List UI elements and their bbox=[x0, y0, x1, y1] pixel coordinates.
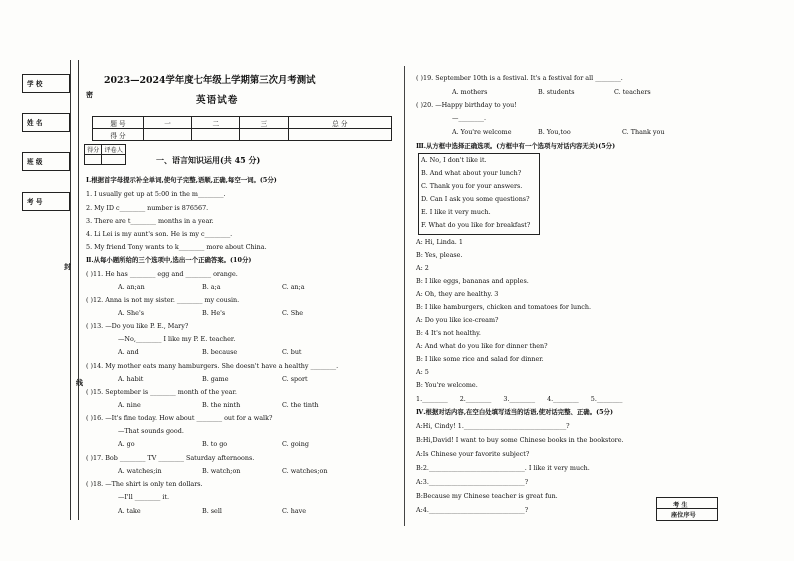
mc-option-c: C. the tinth bbox=[282, 401, 319, 409]
mc-question-16-line-2: —That sounds good. bbox=[118, 427, 184, 435]
score-table bbox=[92, 116, 392, 141]
mc-question-13-line-2: —No,________ I like my P. E. teacher. bbox=[118, 335, 236, 343]
mc-option-b: B. He's bbox=[202, 309, 226, 317]
mc-option-c: C. teachers bbox=[614, 88, 651, 96]
dialog-line: B: I like eggs, bananas and apples. bbox=[416, 277, 529, 285]
mc-option-b: B. You,too bbox=[538, 128, 571, 136]
score-table-cell: 得 分 bbox=[93, 129, 144, 141]
dialog-line: B: Yes, please. bbox=[416, 251, 463, 259]
mc-option-b: B. watch;on bbox=[202, 467, 241, 475]
mc-option-b: B. to go bbox=[202, 440, 228, 448]
school-field bbox=[22, 74, 70, 93]
part-1-item: 1. I usually get up at 5:00 in the m________. bbox=[86, 190, 226, 198]
seal-mark-mi: 密 bbox=[86, 90, 93, 99]
score-table-cell bbox=[240, 129, 288, 141]
part-1-item: 4. Li Lei is my aunt's son. He is my c________. bbox=[86, 230, 233, 238]
dialog-line: B: You're welcome. bbox=[416, 381, 478, 389]
dialog-line: A: 2 bbox=[416, 264, 429, 272]
mc-question-18: ( )18. —The shirt is only ten dollars. bbox=[86, 480, 203, 488]
dialog-line: B:Because my Chinese teacher is great fun. bbox=[416, 492, 558, 500]
score-table-header: 总 分 bbox=[288, 117, 391, 129]
score-table-header: 一 bbox=[144, 117, 192, 129]
mc-question-12: ( )12. Anna is not my sister. ________ my cousin. bbox=[86, 296, 240, 304]
dialog-line: A:4.______________________________? bbox=[416, 506, 529, 514]
dialog-line: A:Is Chinese your favorite subject? bbox=[416, 450, 530, 458]
seat-box-line-1: 考 生 bbox=[673, 502, 688, 509]
dialog-line: B: I like some rice and salad for dinner. bbox=[416, 355, 544, 363]
class-label: 班 级 bbox=[27, 158, 43, 166]
name-label: 姓 名 bbox=[27, 119, 43, 127]
seal-mark-feng: 封 bbox=[64, 262, 71, 271]
mc-option-b: B. students bbox=[538, 88, 575, 96]
grader-score-cell bbox=[85, 155, 102, 165]
mc-option-a: A. and bbox=[118, 348, 139, 356]
exam-title: 2023—2024学年度七年级上学期第三次月考测试 bbox=[104, 75, 316, 86]
dialog-line: B:Hi,David! I want to buy some Chinese books in the bookstore. bbox=[416, 436, 624, 444]
mc-option-c: C. have bbox=[282, 507, 307, 515]
score-table-cell bbox=[192, 129, 240, 141]
grader-table bbox=[84, 144, 126, 165]
mc-option-a: A. take bbox=[118, 507, 141, 515]
mc-option-c: C. She bbox=[282, 309, 304, 317]
score-table-cell bbox=[288, 129, 391, 141]
dialog-line: A: Hi, Linda. 1 bbox=[416, 238, 463, 246]
dialog-line: A: Oh, they are healthy. 3 bbox=[416, 290, 499, 298]
answer-blanks: 1.________ 2.________ 3.________ 4.________ 5.________ bbox=[416, 395, 623, 403]
mc-option-a: A. go bbox=[118, 440, 135, 448]
mc-option-b: B. the ninth bbox=[202, 401, 241, 409]
dialog-line: B: I like hamburgers, chicken and tomatoes for lunch. bbox=[416, 303, 591, 311]
mc-question-20-line-2: —________. bbox=[452, 114, 486, 122]
dialog-line: B:2.______________________________. I like it very much. bbox=[416, 464, 590, 472]
mc-question-14: ( )14. My mother eats many hamburgers. She doesn't have a healthy ________. bbox=[86, 362, 339, 370]
mc-question-13: ( )13. —Do you like P. E., Mary? bbox=[86, 322, 189, 330]
score-table-header: 题 号 bbox=[93, 117, 144, 129]
mc-option-a: A. watches;in bbox=[118, 467, 162, 475]
school-label: 学 校 bbox=[27, 80, 43, 88]
mc-option-c: C. going bbox=[282, 440, 309, 448]
dialog-line: B: 4 It's not healthy. bbox=[416, 329, 481, 337]
option-a: A. No, I don't like it. bbox=[421, 156, 487, 164]
exam-number-field bbox=[22, 192, 70, 211]
binding-line-2 bbox=[78, 60, 79, 520]
name-field bbox=[22, 113, 70, 132]
grader-name-label: 评卷人 bbox=[102, 145, 126, 155]
option-b: B. And what about your lunch? bbox=[421, 169, 522, 177]
mc-question-15: ( )15. September is ________ month of the year. bbox=[86, 388, 237, 396]
class-field bbox=[22, 152, 70, 171]
option-f: F. What do you like for breakfast? bbox=[421, 221, 531, 229]
mc-option-c: C. sport bbox=[282, 375, 308, 383]
mc-option-c: C. but bbox=[282, 348, 302, 356]
mc-option-a: A. nine bbox=[118, 401, 141, 409]
mc-option-c: C. an;a bbox=[282, 283, 305, 291]
exam-subtitle: 英语试卷 bbox=[196, 95, 239, 106]
mc-option-b: B. because bbox=[202, 348, 238, 356]
mc-option-a: A. You're welcome bbox=[452, 128, 512, 136]
mc-option-c: C. watches;on bbox=[282, 467, 328, 475]
column-divider bbox=[404, 66, 405, 526]
dialog-line: A:3.______________________________? bbox=[416, 478, 529, 486]
mc-option-b: B. game bbox=[202, 375, 229, 383]
mc-option-b: B. sell bbox=[202, 507, 222, 515]
option-c: C. Thank you for your answers. bbox=[421, 182, 523, 190]
part-1-item: 5. My friend Tony wants to k________ more about China. bbox=[86, 243, 267, 251]
option-d: D. Can I ask you some questions? bbox=[421, 195, 530, 203]
mc-option-b: B. a;a bbox=[202, 283, 221, 291]
mc-option-a: A. mothers bbox=[452, 88, 488, 96]
mc-question-11: ( )11. He has ________ egg and ________ orange. bbox=[86, 270, 238, 278]
score-table-cell bbox=[144, 129, 192, 141]
mc-option-c: C. Thank you bbox=[622, 128, 665, 136]
binding-line bbox=[70, 60, 71, 520]
seat-box-line-2: 座位序号 bbox=[671, 512, 696, 519]
dialog-line: A: Do you like ice-cream? bbox=[416, 316, 499, 324]
section-1-title: 一、语言知识运用(共 45 分) bbox=[156, 155, 261, 165]
exam-number-label: 考 号 bbox=[27, 198, 43, 206]
mc-question-20: ( )20. —Happy birthday to you! bbox=[416, 101, 517, 109]
seat-number-box bbox=[656, 497, 718, 521]
part-3-instructions: Ⅲ.从方框中选择正确选项。(方框中有一个选项与对话内容无关)(5分) bbox=[416, 142, 616, 150]
dialog-line: A:Hi, Cindy! 1.________________________________? bbox=[416, 422, 570, 430]
grader-name-cell bbox=[102, 155, 126, 165]
dialog-line: A: 5 bbox=[416, 368, 429, 376]
seal-mark-xian: 线 bbox=[76, 378, 83, 387]
mc-option-a: A. an;an bbox=[118, 283, 145, 291]
mc-question-19: ( )19. September 10th is a festival. It's a festival for all ________. bbox=[416, 74, 623, 82]
grader-score-label: 得分 bbox=[85, 145, 102, 155]
part-1-item: 2. My ID c________ number is 876567. bbox=[86, 204, 209, 212]
dialog-line: A: And what do you like for dinner then? bbox=[416, 342, 548, 350]
part-1-instructions: Ⅰ.根据首字母提示补全单词,使句子完整,语顺,正确,每空一词。(5分) bbox=[86, 176, 277, 184]
mc-question-18-line-2: —I'll ________ it. bbox=[118, 493, 170, 501]
option-e: E. I like it very much. bbox=[421, 208, 491, 216]
score-table-header: 三 bbox=[240, 117, 288, 129]
part-1-item: 3. There are t________ months in a year. bbox=[86, 217, 214, 225]
part-4-instructions: Ⅳ.根据对话内容,在空白处填写适当的话语,使对话完整、正确。(5分) bbox=[416, 408, 613, 416]
part-2-instructions: Ⅱ.从每小题所给的三个选项中,选出一个正确答案。(10分) bbox=[86, 256, 252, 264]
mc-option-a: A. She's bbox=[118, 309, 144, 317]
mc-question-16: ( )16. —It's fine today. How about ________ out for a walk? bbox=[86, 414, 273, 422]
mc-option-a: A. habit bbox=[118, 375, 144, 383]
mc-question-17: ( )17. Bob ________ TV ________ Saturday afternoons. bbox=[86, 454, 255, 462]
score-table-header: 二 bbox=[192, 117, 240, 129]
seat-box-divider bbox=[657, 508, 717, 509]
